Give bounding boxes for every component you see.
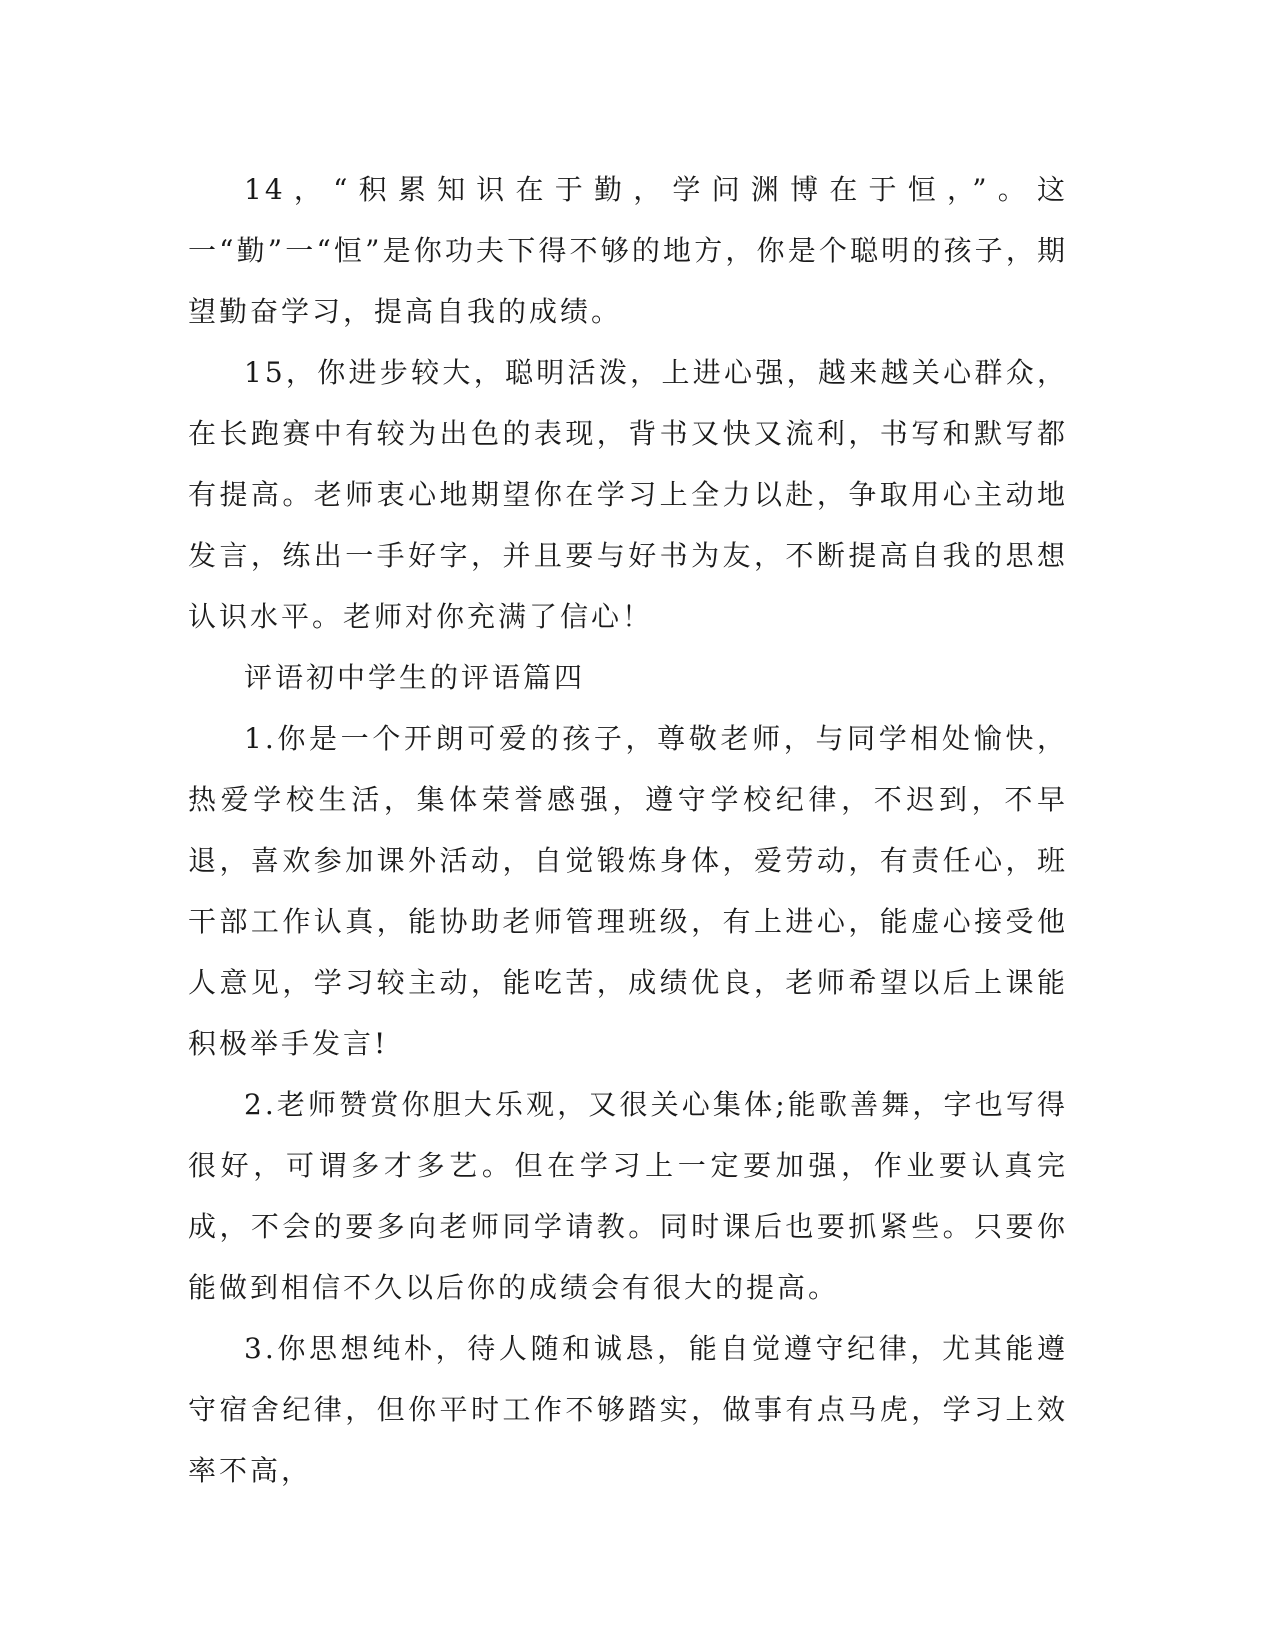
section-paragraph-2: 2.老师赞赏你胆大乐观，又很关心集体;能歌善舞，字也写得很好，可谓多才多艺。但在学习上一定要加强，作业要认真完成，不会的要多向老师同学请教。同时课后也要抓紧些。只要你能做到相信不久以后你的成绩会有很大的提高。 [188,1088,1068,1304]
section-heading: 评语初中学生的评语篇四 [244,661,586,694]
paragraph-14: 14，“积累知识在于勤，学问渊博在于恒，”。这一“勤”一“恒”是你功夫下得不够的地方，你是个聪明的孩子，期望勤奋学习，提高自我的成绩。 [188,173,1068,328]
document-body [188,159,1068,1501]
section-paragraph-3: 3.你思想纯朴，待人随和诚恳，能自觉遵守纪律，尤其能遵守宿舍纪律，但你平时工作不够踏实，做事有点马虎，学习上效率不高， [188,1332,1068,1487]
paragraph-15: 15，你进步较大，聪明活泼，上进心强，越来越关心群众，在长跑赛中有较为出色的表现，背书又快又流利，书写和默写都有提高。老师衷心地期望你在学习上全力以赴，争取用心主动地发言，练出一手好字，并且要与好书为友，不断提高自我的思想认识水平。老师对你充满了信心！ [188,356,1068,633]
section-paragraph-1: 1.你是一个开朗可爱的孩子，尊敬老师，与同学相处愉快，热爱学校生活，集体荣誉感强，遵守学校纪律，不迟到，不早退，喜欢参加课外活动，自觉锻炼身体，爱劳动，有责任心，班干部工作认真，能协助老师管理班级，有上进心，能虚心接受他人意见，学习较主动，能吃苦，成绩优良，老师希望以后上课能积极举手发言! [188,722,1068,1060]
